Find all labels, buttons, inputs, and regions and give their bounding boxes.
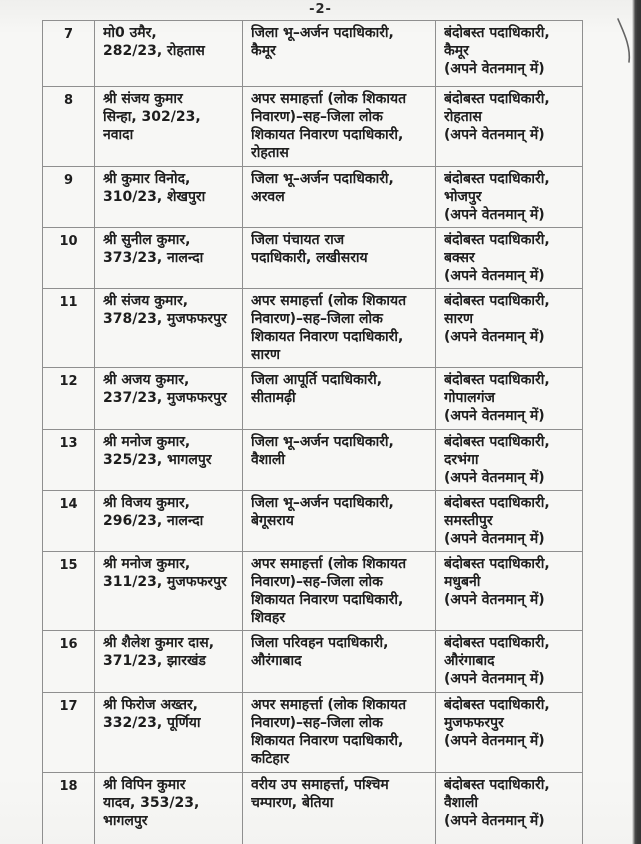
serial-cell: 18 (43, 773, 95, 844)
table-row (43, 430, 583, 491)
serial-cell: 16 (43, 631, 95, 693)
transfer-table (42, 20, 583, 844)
text-line: 378/23, मुजफफरपुर (103, 311, 227, 327)
text-line: बंदोबस्त पदाधिकारी, (444, 635, 550, 651)
text-line: (अपने वेतनमान् में) (444, 813, 545, 829)
text-line: (अपने वेतनमान् में) (444, 207, 545, 223)
text-line: बंदोबस्त पदाधिकारी, (444, 697, 550, 713)
text-line: 373/23, नालन्दा (103, 250, 204, 266)
serial-cell: 7 (43, 21, 95, 87)
name-cell (95, 368, 243, 430)
text-line: अरवल (251, 189, 285, 205)
text-line: 325/23, भागलपुर (103, 452, 212, 468)
text-line: जिला भू–अर्जन पदाधिकारी, (251, 25, 394, 41)
text-line: श्री विपिन कुमार (103, 777, 186, 793)
text-line: श्री फिरोज अख्तर, (103, 697, 198, 713)
text-line: शिकायत निवारण पदाधिकारी, (251, 127, 404, 143)
text-line: बंदोबस्त पदाधिकारी, (444, 777, 550, 793)
new-post-cell (436, 552, 583, 631)
table-row (43, 289, 583, 368)
new-post-cell (436, 491, 583, 552)
text-line: 282/23, रोहतास (103, 43, 205, 59)
text-line: श्री शैलेश कुमार दास, (103, 635, 215, 651)
name-cell (95, 631, 243, 693)
text-line: भोजपुर (444, 189, 482, 205)
text-line: श्री मनोज कुमार, (103, 556, 191, 572)
text-line: श्री मनोज कुमार, (103, 434, 191, 450)
text-line: निवारण)–सह–जिला लोक (251, 109, 383, 125)
text-line: दरभंगा (444, 452, 479, 468)
text-line: शिकायत निवारण पदाधिकारी, (251, 329, 404, 345)
text-line: श्री संजय कुमार (103, 91, 183, 107)
text-line: (अपने वेतनमान् में) (444, 408, 545, 424)
text-line: रोहतास (251, 145, 289, 161)
text-line: बंदोबस्त पदाधिकारी, (444, 434, 550, 450)
new-post-cell (436, 167, 583, 228)
page-number: -2- (309, 2, 332, 17)
text-line: जिला परिवहन पदाधिकारी, (251, 635, 389, 651)
text-line: (अपने वेतनमान् में) (444, 329, 545, 345)
text-line: सिन्हा, 302/23, (103, 109, 201, 125)
text-line: श्री संजय कुमार, (103, 293, 189, 309)
text-line: बेगूसराय (251, 513, 294, 529)
text-line: बंदोबस्त पदाधिकारी, (444, 293, 550, 309)
text-line: बंदोबस्त पदाधिकारी, (444, 232, 550, 248)
table-row (43, 167, 583, 228)
serial-cell: 14 (43, 491, 95, 552)
text-line: श्री विजय कुमार, (103, 495, 190, 511)
text-line: (अपने वेतनमान् में) (444, 592, 545, 608)
text-line: बंदोबस्त पदाधिकारी, (444, 495, 550, 511)
text-line: वरीय उप समाहर्त्ता, पश्चिम (251, 777, 389, 793)
name-cell (95, 21, 243, 87)
text-line: (अपने वेतनमान् में) (444, 470, 545, 486)
name-cell (95, 228, 243, 289)
text-line: औरंगाबाद (251, 653, 302, 669)
new-post-cell (436, 368, 583, 430)
name-cell (95, 289, 243, 368)
text-line: 296/23, नालन्दा (103, 513, 204, 529)
new-post-cell (436, 228, 583, 289)
text-line: समस्तीपुर (444, 513, 493, 529)
new-post-cell (436, 430, 583, 491)
text-line: मो0 उमैर, (103, 25, 157, 41)
current-post-cell (243, 228, 436, 289)
text-line: वैशाली (444, 795, 479, 811)
table-row (43, 693, 583, 773)
text-line: (अपने वेतनमान् में) (444, 127, 545, 143)
text-line: श्री अजय कुमार, (103, 372, 190, 388)
table-row (43, 87, 583, 167)
new-post-cell (436, 773, 583, 844)
text-line: भागलपुर (103, 813, 148, 829)
name-cell (95, 693, 243, 773)
text-line: 310/23, शेखपुरा (103, 189, 206, 205)
table-row (43, 491, 583, 552)
text-line: 311/23, मुजफफरपुर (103, 574, 227, 590)
text-line: यादव, 353/23, (103, 795, 200, 811)
current-post-cell (243, 491, 436, 552)
text-line: वैशाली (251, 452, 286, 468)
name-cell (95, 773, 243, 844)
text-line: श्री सुनील कुमार, (103, 232, 191, 248)
text-line: औरंगाबाद (444, 653, 495, 669)
transfer-table-body (43, 21, 583, 844)
text-line: शिकायत निवारण पदाधिकारी, (251, 733, 404, 749)
text-line: बंदोबस्त पदाधिकारी, (444, 25, 550, 41)
name-cell (95, 430, 243, 491)
text-line: निवारण)–सह–जिला लोक (251, 715, 383, 731)
table-row (43, 631, 583, 693)
name-cell (95, 491, 243, 552)
text-line: जिला भू–अर्जन पदाधिकारी, (251, 495, 394, 511)
new-post-cell (436, 631, 583, 693)
new-post-cell (436, 87, 583, 167)
text-line: निवारण)–सह–जिला लोक (251, 311, 383, 327)
text-line: बक्सर (444, 250, 475, 266)
text-line: जिला भू–अर्जन पदाधिकारी, (251, 171, 394, 187)
text-line: सारण (251, 347, 280, 363)
text-line: गोपालगंज (444, 390, 495, 406)
current-post-cell (243, 552, 436, 631)
new-post-cell (436, 21, 583, 87)
scan-edge-shadow (632, 0, 641, 844)
text-line: बंदोबस्त पदाधिकारी, (444, 91, 550, 107)
text-line: कैमूर (444, 43, 469, 59)
text-line: (अपने वेतनमान् में) (444, 61, 545, 77)
serial-cell: 10 (43, 228, 95, 289)
serial-cell: 12 (43, 368, 95, 430)
text-line: अपर समाहर्त्ता (लोक शिकायत (251, 91, 407, 107)
name-cell (95, 87, 243, 167)
table-row (43, 773, 583, 844)
current-post-cell (243, 87, 436, 167)
current-post-cell (243, 693, 436, 773)
text-line: जिला आपूर्ति पदाधिकारी, (251, 372, 383, 388)
text-line: चम्पारण, बेतिया (251, 795, 334, 811)
text-line: अपर समाहर्त्ता (लोक शिकायत (251, 556, 407, 572)
text-line: शिकायत निवारण पदाधिकारी, (251, 592, 404, 608)
text-line: मधुबनी (444, 574, 481, 590)
text-line: (अपने वेतनमान् में) (444, 733, 545, 749)
current-post-cell (243, 430, 436, 491)
current-post-cell (243, 773, 436, 844)
text-line: रोहतास (444, 109, 482, 125)
current-post-cell (243, 167, 436, 228)
text-line: 237/23, मुजफफरपुर (103, 390, 227, 406)
current-post-cell (243, 631, 436, 693)
table-row (43, 368, 583, 430)
text-line: बंदोबस्त पदाधिकारी, (444, 556, 550, 572)
text-line: 332/23, पूर्णिया (103, 715, 201, 731)
text-line: (अपने वेतनमान् में) (444, 531, 545, 547)
current-post-cell (243, 21, 436, 87)
serial-cell: 13 (43, 430, 95, 491)
text-line: सारण (444, 311, 473, 327)
serial-cell: 17 (43, 693, 95, 773)
text-line: (अपने वेतनमान् में) (444, 268, 545, 284)
text-line: निवारण)–सह–जिला लोक (251, 574, 383, 590)
current-post-cell (243, 289, 436, 368)
serial-cell: 8 (43, 87, 95, 167)
text-line: जिला पंचायत राज (251, 232, 345, 248)
text-line: कैमूर (251, 43, 276, 59)
serial-cell: 9 (43, 167, 95, 228)
text-line: सीतामढ़ी (251, 390, 296, 406)
text-line: मुजफफरपुर (444, 715, 504, 731)
text-line: पदाधिकारी, लखीसराय (251, 250, 368, 266)
table-row (43, 228, 583, 289)
table-row (43, 552, 583, 631)
serial-cell: 15 (43, 552, 95, 631)
text-line: बंदोबस्त पदाधिकारी, (444, 372, 550, 388)
text-line: श्री कुमार विनोद, (103, 171, 191, 187)
text-line: कटिहार (251, 751, 290, 767)
name-cell (95, 552, 243, 631)
text-line: (अपने वेतनमान् में) (444, 671, 545, 687)
serial-cell: 11 (43, 289, 95, 368)
new-post-cell (436, 289, 583, 368)
text-line: बंदोबस्त पदाधिकारी, (444, 171, 550, 187)
new-post-cell (436, 693, 583, 773)
text-line: जिला भू–अर्जन पदाधिकारी, (251, 434, 394, 450)
text-line: नवादा (103, 127, 134, 143)
current-post-cell (243, 368, 436, 430)
name-cell (95, 167, 243, 228)
text-line: 371/23, झारखंड (103, 653, 206, 669)
text-line: अपर समाहर्त्ता (लोक शिकायत (251, 697, 407, 713)
text-line: अपर समाहर्त्ता (लोक शिकायत (251, 293, 407, 309)
text-line: शिवहर (251, 610, 286, 626)
table-row (43, 21, 583, 87)
